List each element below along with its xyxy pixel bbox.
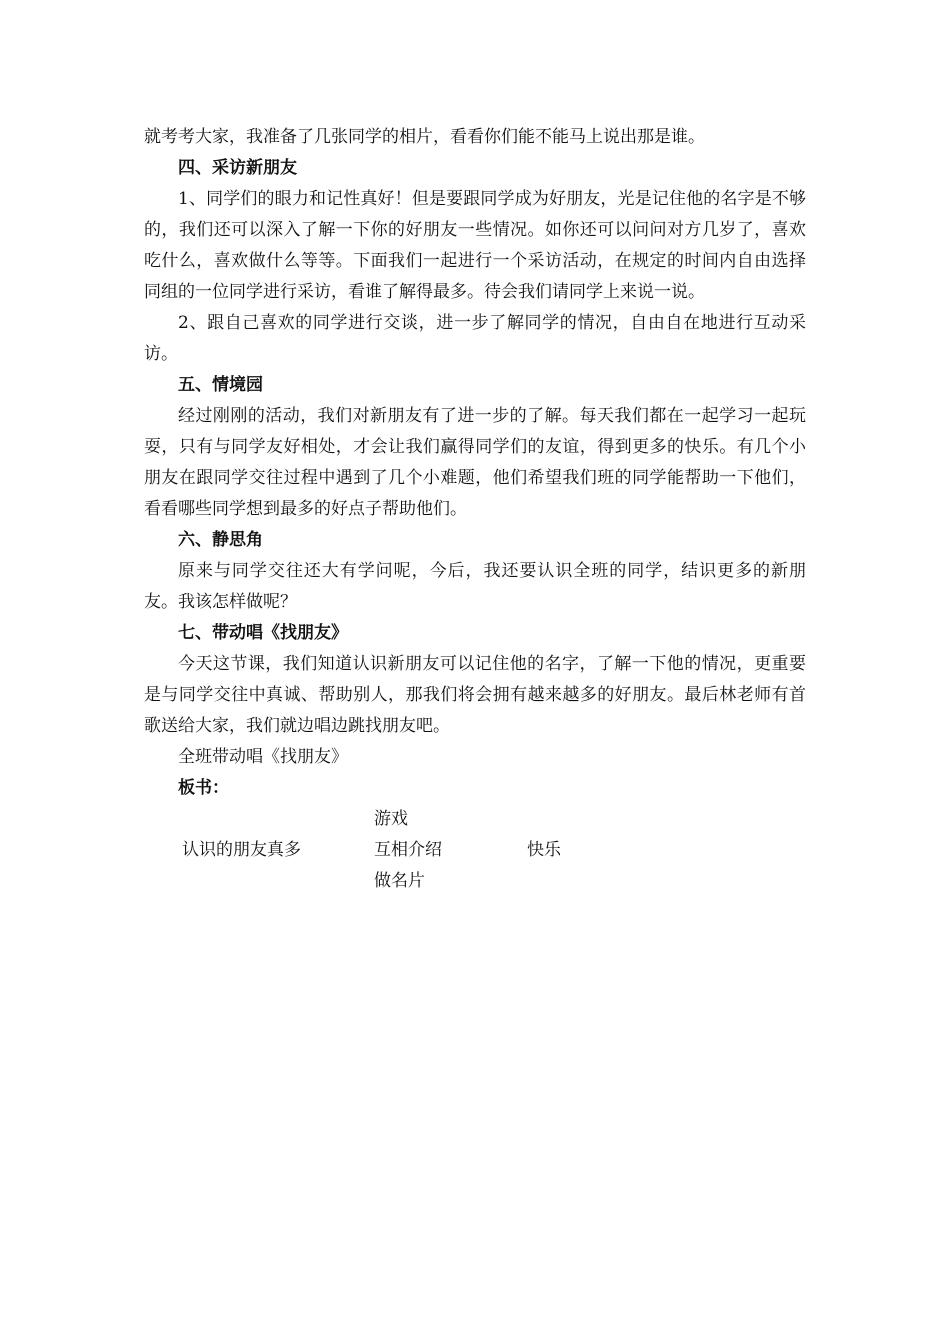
section-7-heading: 七、带动唱《找朋友》 [178, 623, 348, 643]
section-4-heading: 四、采访新朋友 [178, 158, 297, 178]
board-heading: 板书： [178, 778, 229, 798]
section-4-paragraph-1: 1、同学们的眼力和记性真好！但是要跟同学成为好朋友，光是记住他的名字是不够的，我们还可以深入了解一下你的好朋友一些情况。如你还可以问问对方几岁了，喜欢吃什么，喜欢做什么等等。下面我们一起进行一个采访活动，在规定的时间内自由选择同组的一位同学进行采访，看谁了解得最多。待会我们请同学上来说一说。 [144, 189, 806, 302]
section-6-paragraph-1: 原来与同学交往还大有学问呢，今后，我还要认识全班的同学，结识更多的新朋友。我该怎样做呢？ [144, 561, 806, 612]
board-left-text: 认识的朋友真多 [182, 840, 301, 860]
board-layout [144, 804, 806, 900]
section-7-paragraph-1: 今天这节课，我们知道认识新朋友可以记住他的名字，了解一下他的情况，更重要是与同学交往中真诚、帮助别人，那我们将会拥有越来越多的好朋友。最后林老师有首歌送给大家，我们就边唱边跳找朋友吧。 [144, 654, 806, 736]
section-5-heading: 五、情境园 [178, 375, 263, 395]
board-middle-item-2: 互相介绍 [374, 840, 442, 860]
board-middle-item-3: 做名片 [374, 871, 425, 891]
board-right-text: 快乐 [527, 840, 561, 860]
board-middle-item-1: 游戏 [374, 809, 408, 829]
document-body [144, 122, 806, 900]
intro-line: 就考考大家，我准备了几张同学的相片，看看你们能不能马上说出那是谁。 [144, 127, 705, 147]
section-7-paragraph-2: 全班带动唱《找朋友》 [178, 747, 348, 767]
section-5-paragraph-1: 经过刚刚的活动，我们对新朋友有了进一步的了解。每天我们都在一起学习一起玩耍，只有与同学友好相处，才会让我们赢得同学们的友谊，得到更多的快乐。有几个小朋友在跟同学交往过程中遇到了几个小难题，他们希望我们班的同学能帮助一下他们，看看哪些同学想到最多的好点子帮助他们。 [144, 406, 806, 519]
section-4-paragraph-2: 2、跟自己喜欢的同学进行交谈，进一步了解同学的情况，自由自在地进行互动采访。 [144, 313, 806, 364]
section-6-heading: 六、静思角 [178, 530, 263, 550]
